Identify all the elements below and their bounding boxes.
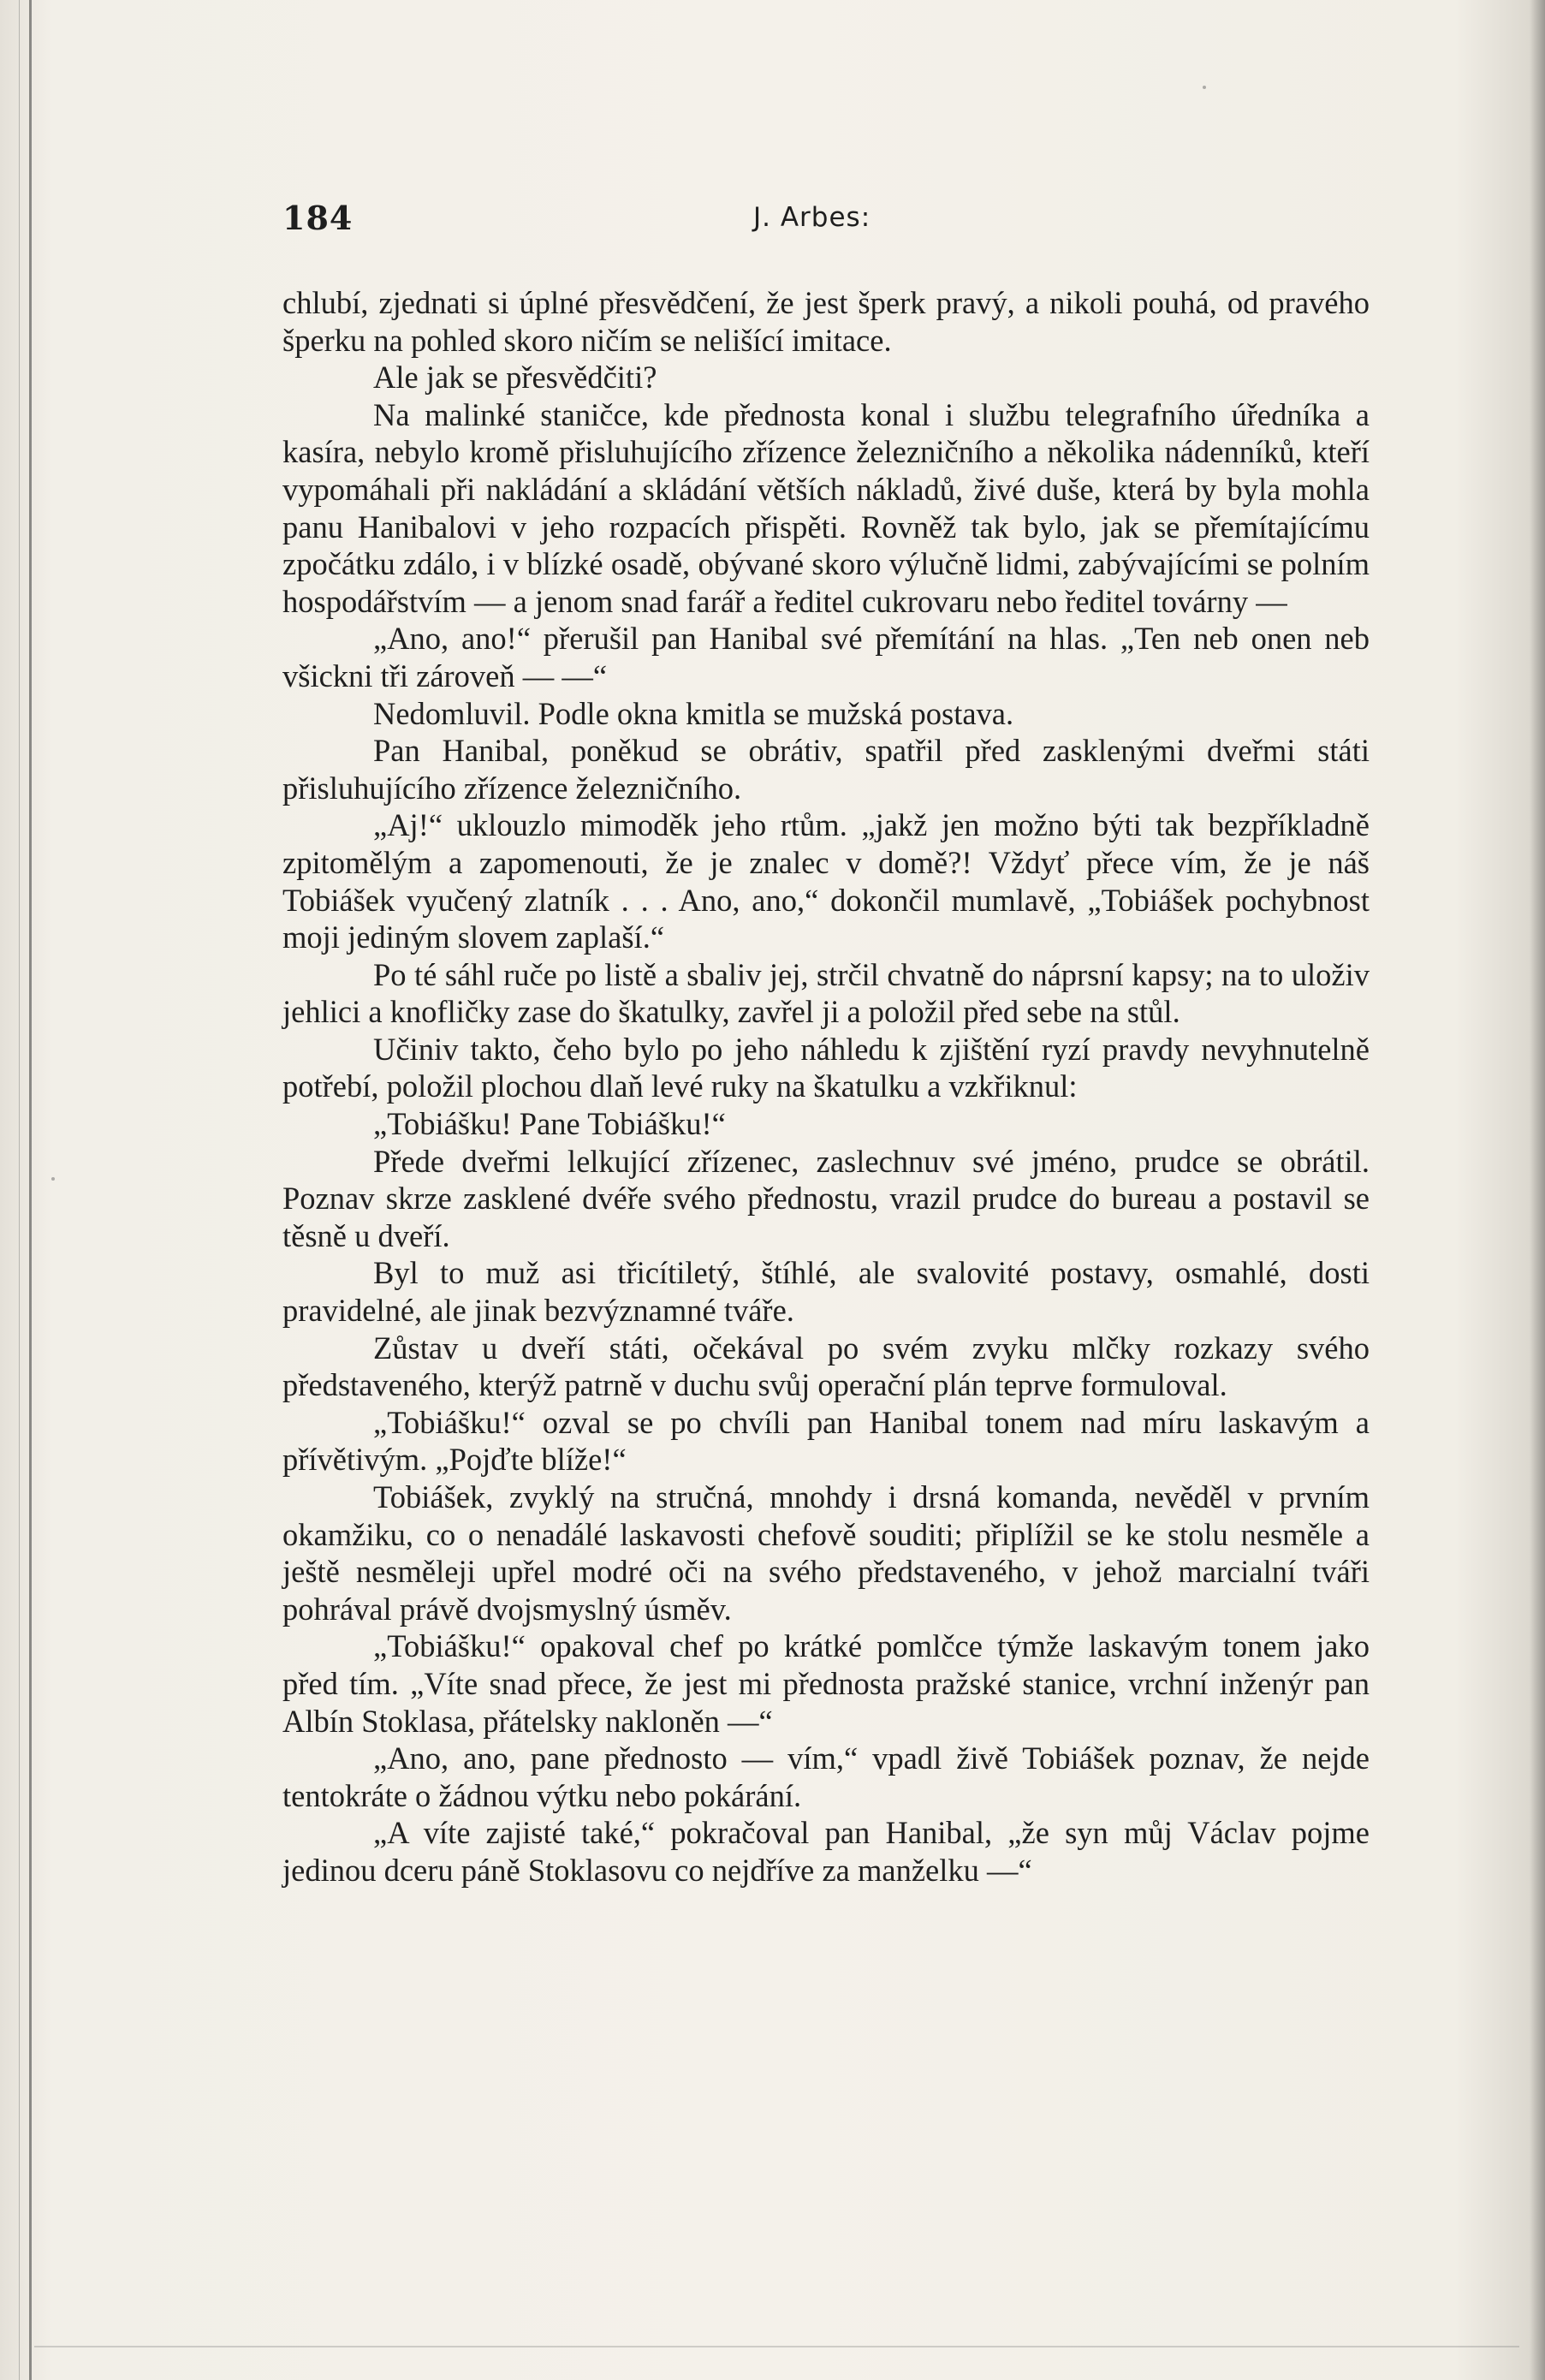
paragraph: Zůstav u dveří státi, očekával po svém zvyku mlčky rozkazy svého představeného, kterýž patrně v duchu svůj operační plán teprve formuloval. [282, 1330, 1370, 1403]
paragraph: „Aj!“ uklouzlo mimoděk jeho rtům. „jakž jen možno býti tak bezpříkladně zpitomělým a zapomenouti, že je znalec v domě?! Vždyť přece vím, že je náš Tobiášek vyučený zlatník . . . Ano, ano,“ dokončil mumlavě, „Tobiášek pochybnost moji jediným slovem zaplaší.“ [282, 807, 1370, 955]
paragraph: „Tobiášku!“ ozval se po chvíli pan Hanibal tonem nad míru laskavým a přívětivým. „Pojďte blíže!“ [282, 1404, 1370, 1478]
paragraph: „A víte zajisté také,“ pokračoval pan Hanibal, „že syn můj Václav pojme jedinou dceru páně Stoklasovu co nejdříve za manželku —“ [282, 1815, 1370, 1888]
paragraph: Přede dveřmi lelkující zřízenec, zaslechnuv své jméno, prudce se obrátil. Poznav skrze zasklené dvéře svého přednostu, vrazil prudce do bureau a postavil se těsně u dveří. [282, 1143, 1370, 1253]
paragraph: „Tobiášku!“ opakoval chef po krátké pomlčce týmže laskavým tonem jako před tím. „Víte snad přece, že jest mi přednosta pražské stanice, vrchní inženýr pan Albín Stoklasa, přátelsky nakloněn —“ [282, 1628, 1370, 1739]
page-right-edge-shadow [1530, 0, 1545, 2380]
paragraph: chlubí, zjednati si úplné přesvědčení, že jest šperk pravý, a nikoli pouhá, od pravého šperku na pohled skoro ničím se nelišící imitace. [282, 285, 1370, 358]
body-text [282, 284, 1370, 1889]
paragraph: Učiniv takto, čeho bylo po jeho náhledu k zjištění ryzí pravdy nevyhnutelně potřebí, položil plochou dlaň levé ruky na škatulku a vzkřiknul: [282, 1031, 1370, 1104]
page-header [282, 199, 1370, 250]
paragraph: Byl to muž asi třicítiletý, štíhlé, ale svalovité postavy, osmahlé, dosti pravidelné, ale jinak bezvýznamné tváře. [282, 1255, 1370, 1329]
paragraph: Pan Hanibal, poněkud se obrátiv, spatřil před zasklenými dveřmi státi přisluhujícího zřízence železničního. [282, 733, 1370, 806]
paragraph: Nedomluvil. Podle okna kmitla se mužská postava. [373, 695, 1014, 731]
running-title: J. Arbes: [753, 202, 871, 233]
scan-speck [1203, 86, 1206, 89]
paragraph: „Ano, ano!“ přerušil pan Hanibal své přemítání na hlas. „Ten neb onen neb všickni tři zároveň — —“ [282, 621, 1370, 693]
page-number: 184 [282, 199, 354, 237]
paragraph: Po té sáhl ruče po listě a sbaliv jej, strčil chvatně do náprsní kapsy; na to uloživ jehlici a knofličky zase do škatulky, zavřel ji a položil před sebe na stůl. [282, 956, 1370, 1030]
binding-shadow-line [19, 0, 20, 2380]
paragraph: Na malinké staničce, kde přednosta konal i službu telegrafního úředníka a kasíra, nebylo kromě přisluhujícího zřízence železničního a několika nádenníků, kteří vypomáhali při nakládání a skládání větších nákladů, živé duše, která by byla mohla panu Hanibalovi v jeho rozpacích přispěti. Rovněž tak bylo, jak se přemítajícímu zpočátku zdálo, i v blízké osadě, obývané skoro výlučně lidmi, zabývajícími se polním hospodářstvím — a jenom snad farář a ředitel cukrovaru nebo ředitel továrny — [282, 396, 1370, 619]
paragraph: Ale jak se přesvědčiti? [373, 360, 657, 396]
paragraph: „Tobiášku! Pane Tobiášku!“ [373, 1106, 726, 1142]
paragraph: Tobiášek, zvyklý na stručná, mnohdy i drsná komanda, nevěděl v prvním okamžiku, co o nenadálé laskavosti chefově souditi; připlížil se ke stolu nesměle a ještě nesměleji upřel modré oči na svého představeného, v jehož marcialní tváři pohrával právě dvojsmyslný úsměv. [282, 1479, 1370, 1627]
bottom-scan-line [34, 2346, 1519, 2347]
scan-speck [51, 1177, 55, 1181]
paragraph: „Ano, ano, pane přednosto — vím,“ vpadl živě Tobiášek poznav, že nejde tentokráte o žádnou výtku nebo pokárání. [282, 1740, 1370, 1813]
binding-edge-line [29, 0, 32, 2380]
